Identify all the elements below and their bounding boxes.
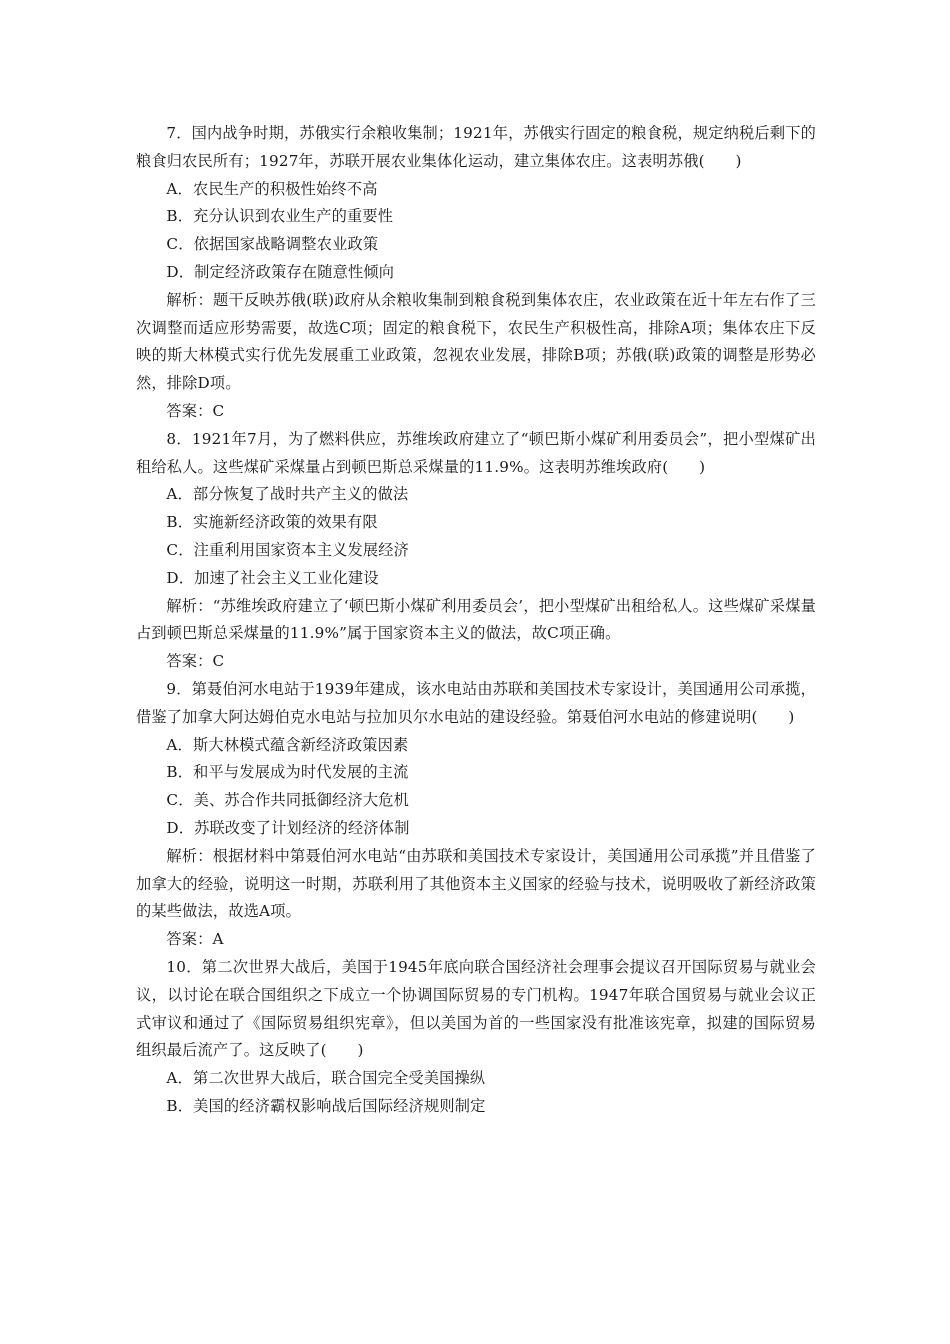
document-page bbox=[136, 120, 816, 1121]
option-a: A．农民生产的积极性始终不高 bbox=[166, 179, 378, 198]
answer: 答案：A bbox=[166, 930, 224, 949]
question-stem: 9．第聂伯河水电站于1939年建成，该水电站由苏联和美国技术专家设计，美国通用公司承揽，借鉴了加拿大阿达姆伯克水电站与拉加贝尔水电站的建设经验。第聂伯河水电站的修建说明( ) bbox=[136, 679, 816, 726]
option-b: B．充分认识到农业生产的重要性 bbox=[166, 207, 394, 226]
question-10 bbox=[136, 954, 816, 1121]
question-stem: 10．第二次世界大战后，美国于1945年底向联合国经济社会理事会提议召开国际贸易与就业会议，以讨论在联合国组织之下成立一个协调国际贸易的专门机构。1947年联合国贸易与就业会议正式审议和通过了《国际贸易组织宪章》，但以美国为首的一些国家没有批准该宪章，拟建的国际贸易组织最后流产了。这反映了( ) bbox=[136, 957, 816, 1060]
question-stem: 8．1921年7月，为了燃料供应，苏维埃政府建立了“顿巴斯小煤矿利用委员会”，把小型煤矿出租给私人。这些煤矿采煤量占到顿巴斯总采煤量的11.9%。这表明苏维埃政府( ) bbox=[136, 429, 816, 476]
option-c: C．美、苏合作共同抵御经济大危机 bbox=[166, 791, 410, 810]
option-a: A．部分恢复了战时共产主义的做法 bbox=[166, 485, 409, 504]
question-9 bbox=[136, 676, 816, 954]
option-d: D．苏联改变了计划经济的经济体制 bbox=[166, 818, 410, 837]
option-c: C．依据国家战略调整农业政策 bbox=[166, 235, 379, 254]
option-c: C．注重利用国家资本主义发展经济 bbox=[166, 540, 410, 559]
option-a: A．第二次世界大战后，联合国完全受美国操纵 bbox=[166, 1069, 486, 1088]
option-d: D．制定经济政策存在随意性倾向 bbox=[166, 262, 395, 281]
answer: 答案：C bbox=[166, 652, 225, 671]
answer: 答案：C bbox=[166, 401, 225, 420]
analysis: 解析：根据材料中第聂伯河水电站“由苏联和美国技术专家设计，美国通用公司承揽”并且借鉴了加拿大的经验，说明这一时期，苏联利用了其他资本主义国家的经验与技术，说明吸收了新经济政策的某些做法，故选A项。 bbox=[136, 846, 816, 921]
option-b: B．美国的经济霸权影响战后国际经济规则制定 bbox=[166, 1096, 486, 1115]
option-a: A．斯大林模式蕴含新经济政策因素 bbox=[166, 735, 409, 754]
analysis: 解析：“苏维埃政府建立了‘顿巴斯小煤矿利用委员会’，把小型煤矿出租给私人。这些煤矿采煤量占到顿巴斯总采煤量的11.9%”属于国家资本主义的做法，故C项正确。 bbox=[136, 596, 816, 643]
question-7 bbox=[136, 120, 816, 426]
option-d: D．加速了社会主义工业化建设 bbox=[166, 568, 379, 587]
option-b: B．和平与发展成为时代发展的主流 bbox=[166, 763, 409, 782]
question-8 bbox=[136, 426, 816, 676]
option-b: B．实施新经济政策的效果有限 bbox=[166, 513, 378, 532]
question-stem: 7．国内战争时期，苏俄实行余粮收集制；1921年，苏俄实行固定的粮食税，规定纳税后剩下的粮食归农民所有；1927年，苏联开展农业集体化运动，建立集体农庄。这表明苏俄( ) bbox=[136, 124, 816, 170]
analysis: 解析：题干反映苏俄(联)政府从余粮收集制到粮食税到集体农庄，农业政策在近十年左右作了三次调整而适应形势需要，故选C项；固定的粮食税下，农民生产积极性高，排除A项；集体农庄下反映的斯大林模式实行优先发展重工业政策，忽视农业发展，排除B项；苏俄(联)政策的调整是形势必然，排除D项。 bbox=[136, 290, 816, 393]
